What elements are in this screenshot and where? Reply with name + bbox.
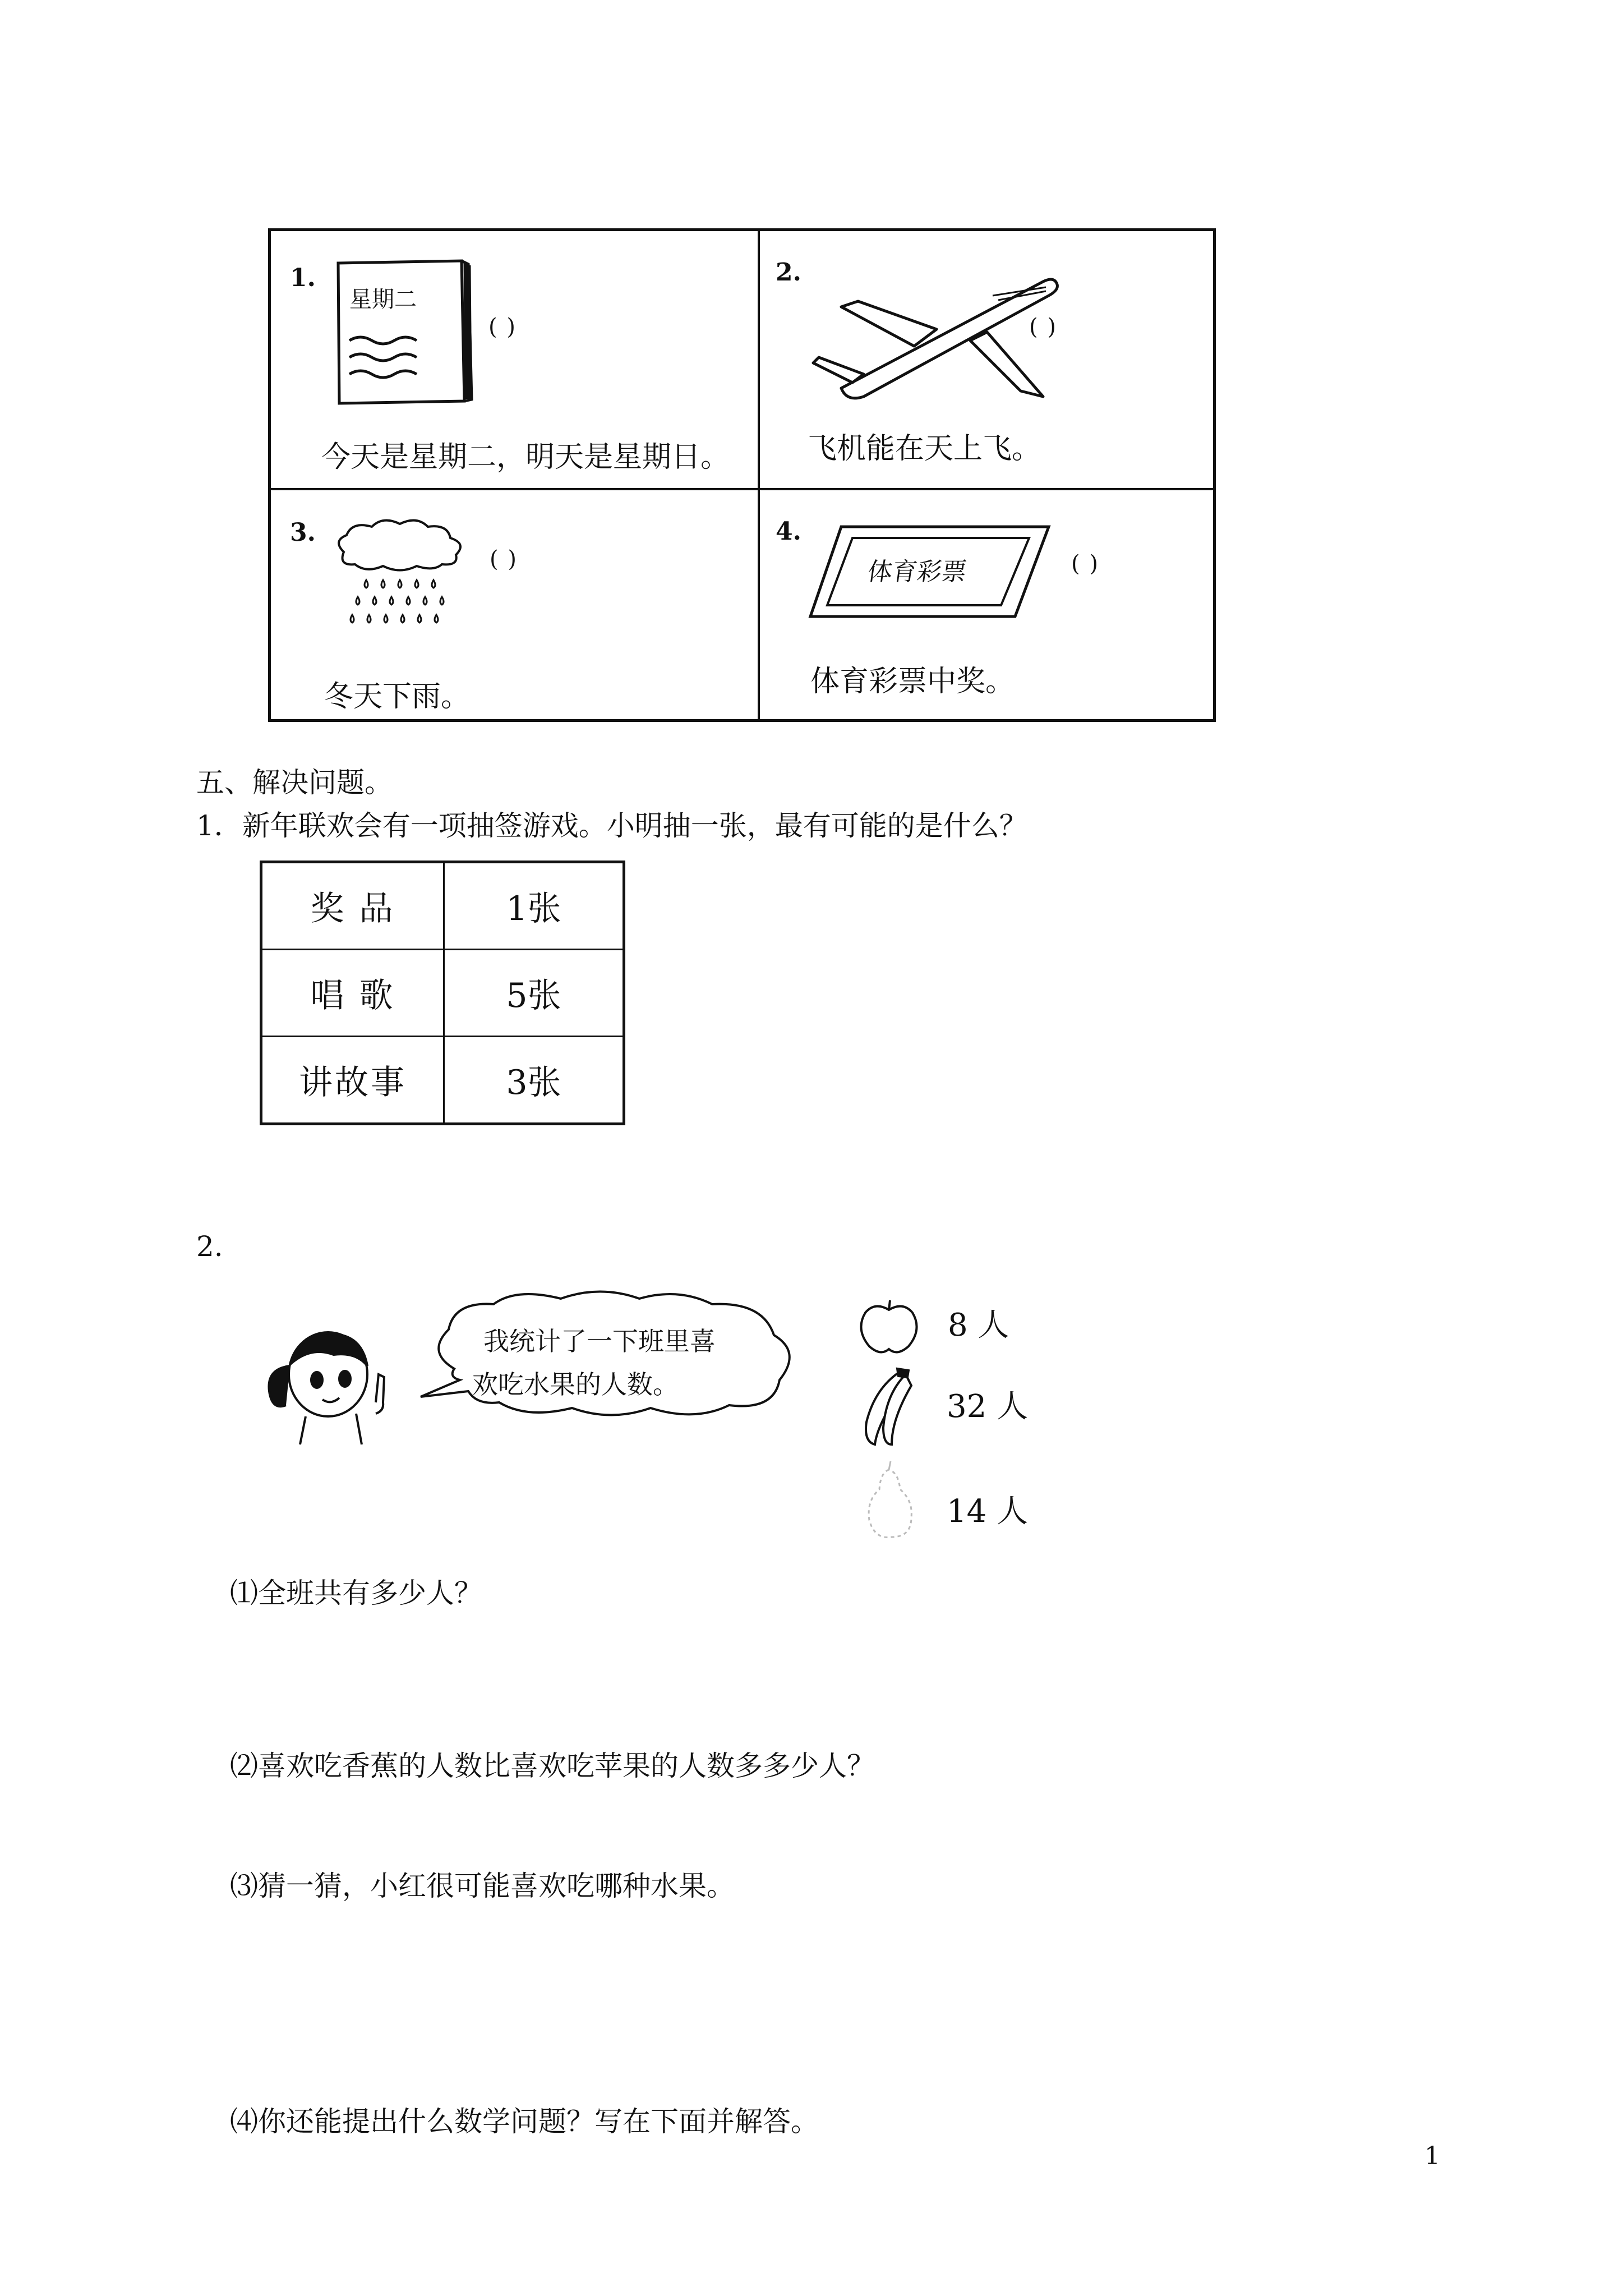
cell-number: 3.	[290, 518, 316, 547]
picture-judgement-grid	[268, 228, 1216, 722]
question-2-number: 2.	[196, 1230, 223, 1263]
lottery-ticket-icon	[808, 521, 1054, 622]
ticket-label: 体育彩票	[865, 558, 969, 586]
grid-cell-2	[760, 231, 1219, 488]
answer-parentheses-3[interactable]: ( )	[490, 546, 518, 572]
caption-2: 飞机能在天上飞。	[808, 432, 1041, 466]
apple-count: 8 人	[948, 1307, 1009, 1343]
pear-icon	[858, 1458, 920, 1543]
answer-parentheses-1[interactable]: ( )	[488, 314, 517, 340]
speech-line-2: 欢吃水果的人数。	[472, 1369, 679, 1400]
banana-icon	[852, 1366, 920, 1450]
draw-table	[260, 861, 625, 1125]
table-cell-item: 唱 歌	[261, 950, 444, 1037]
grid-cell-4	[760, 490, 1219, 722]
girl-illustration-icon	[250, 1313, 412, 1447]
table-row	[261, 950, 624, 1037]
table-cell-count: 3张	[444, 1037, 624, 1124]
apple-icon	[855, 1296, 923, 1358]
table-cell-item: 讲故事	[261, 1037, 444, 1124]
pear-count: 14 人	[947, 1493, 1029, 1530]
cell-number: 4.	[776, 517, 801, 546]
calendar-label: 星期二	[349, 287, 417, 312]
caption-4: 体育彩票中奖。	[810, 665, 1015, 698]
answer-parentheses-4[interactable]: ( )	[1071, 551, 1099, 577]
banana-count: 32 人	[947, 1388, 1029, 1425]
sub-question-2: ⑵喜欢吃香蕉的人数比喜欢吃苹果的人数多多少人？	[230, 1750, 875, 1782]
grid-cell-3	[271, 490, 758, 722]
cell-number: 1.	[290, 264, 316, 292]
sub-question-1: ⑴全班共有多少人？	[230, 1577, 482, 1609]
section-title: 五、解决问题。	[196, 766, 393, 799]
table-cell-item: 奖 品	[261, 862, 444, 950]
table-cell-count: 5张	[444, 950, 624, 1037]
caption-1: 今天是星期二，明天是星期日。	[321, 440, 730, 474]
calendar-icon	[321, 256, 478, 408]
sub-question-4: ⑷你还能提出什么数学问题？写在下面并解答。	[230, 2105, 819, 2138]
page-number: 1	[1424, 2142, 1440, 2170]
table-cell-count: 1张	[444, 862, 624, 950]
grid-cell-1	[271, 231, 758, 488]
speech-line-1: 我统计了一下班里喜	[483, 1326, 716, 1356]
table-row	[261, 1037, 624, 1124]
table-row	[261, 862, 624, 950]
rain-cloud-icon	[327, 513, 473, 642]
cell-number: 2.	[776, 258, 801, 287]
sub-question-3: ⑶猜一猜，小红很可能喜欢吃哪种水果。	[230, 1870, 735, 1902]
answer-parentheses-2[interactable]: ( )	[1029, 314, 1057, 340]
caption-3: 冬天下雨。	[324, 680, 471, 714]
question-1: 1．新年联欢会有一项抽签游戏。小明抽一张，最有可能的是什么？	[196, 809, 1027, 842]
